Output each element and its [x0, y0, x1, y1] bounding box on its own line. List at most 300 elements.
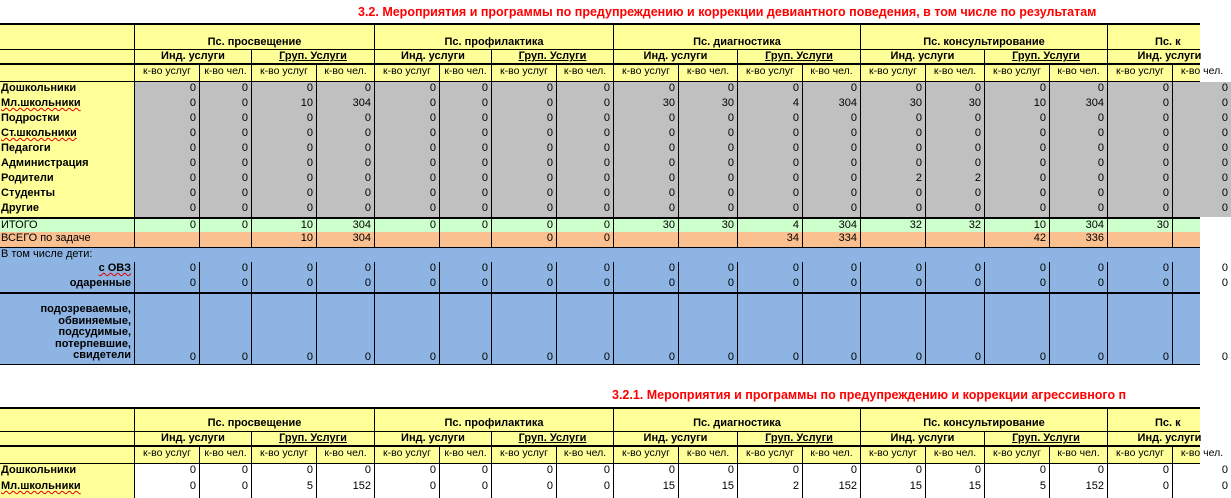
cell-value[interactable]: 5 — [984, 480, 1049, 496]
column-header[interactable]: к-во услуг — [1107, 447, 1172, 463]
cell-value[interactable]: 0 — [1107, 464, 1172, 480]
cell-value[interactable]: 0 — [613, 142, 678, 157]
cell-value[interactable]: 34 — [737, 232, 802, 247]
cell-value[interactable]: 0 — [556, 97, 613, 112]
cell-value[interactable]: 0 — [925, 157, 984, 172]
cell-value[interactable]: 0 — [678, 157, 737, 172]
cell-value[interactable]: 0 — [491, 262, 556, 277]
cell-value[interactable]: 0 — [491, 82, 556, 97]
cell-value[interactable]: 0 — [316, 142, 374, 157]
cell-value[interactable]: 0 — [925, 277, 984, 292]
cell-value[interactable]: 0 — [199, 219, 251, 232]
subgroup-header[interactable] — [134, 50, 251, 63]
cell-value[interactable]: 0 — [678, 142, 737, 157]
cell-value[interactable]: 0 — [1049, 202, 1107, 217]
column-header[interactable]: к-во услуг — [491, 65, 556, 81]
row-label[interactable] — [0, 262, 134, 277]
cell-value[interactable]: 0 — [134, 219, 199, 232]
row-label[interactable] — [0, 219, 134, 232]
cell-value[interactable]: 0 — [1172, 187, 1231, 202]
cell-value[interactable]: 0 — [1107, 187, 1172, 202]
cell-value[interactable]: 0 — [613, 82, 678, 97]
cell-value[interactable]: 0 — [556, 82, 613, 97]
cell-value[interactable]: 0 — [613, 112, 678, 127]
cell-value[interactable]: 0 — [860, 82, 925, 97]
row-label[interactable] — [0, 172, 134, 187]
cell-value[interactable]: 0 — [678, 294, 737, 364]
cell-value[interactable]: 0 — [802, 187, 860, 202]
cell-value[interactable]: 0 — [199, 294, 251, 364]
cell-value[interactable]: 0 — [984, 142, 1049, 157]
group-header[interactable]: Пс. профилактика — [374, 25, 613, 51]
cell-value[interactable]: 0 — [984, 157, 1049, 172]
column-header[interactable]: к-во услуг — [134, 65, 199, 81]
cell-value[interactable]: 0 — [199, 277, 251, 292]
subgroup-header[interactable] — [613, 432, 737, 445]
cell-value[interactable]: 0 — [134, 82, 199, 97]
subgroup-header[interactable] — [374, 50, 491, 63]
cell-value[interactable]: 0 — [316, 277, 374, 292]
cell-value[interactable] — [1172, 232, 1231, 247]
cell-value[interactable] — [199, 232, 251, 247]
cell-value[interactable]: 304 — [802, 219, 860, 232]
subgroup-header[interactable] — [860, 432, 984, 445]
cell-value[interactable]: 0 — [374, 202, 439, 217]
cell-value[interactable]: 0 — [613, 157, 678, 172]
cell-value[interactable]: 304 — [316, 232, 374, 247]
column-header[interactable]: к-во чел. — [439, 65, 491, 81]
cell-value[interactable]: 0 — [984, 277, 1049, 292]
cell-value[interactable]: 0 — [613, 172, 678, 187]
cell-value[interactable]: 15 — [678, 480, 737, 496]
cell-value[interactable]: 0 — [134, 277, 199, 292]
cell-value[interactable]: 0 — [802, 157, 860, 172]
column-header[interactable]: к-во чел. — [1049, 65, 1107, 81]
column-header[interactable]: к-во чел. — [1172, 65, 1231, 81]
cell-value[interactable]: 0 — [374, 97, 439, 112]
cell-value[interactable]: 42 — [984, 232, 1049, 247]
cell-value[interactable]: 304 — [316, 219, 374, 232]
cell-value[interactable] — [678, 232, 737, 247]
cell-value[interactable]: 0 — [802, 127, 860, 142]
cell-value[interactable]: 2 — [925, 172, 984, 187]
cell-value[interactable]: 32 — [925, 219, 984, 232]
cell-value[interactable]: 0 — [1172, 464, 1231, 480]
cell-value[interactable]: 0 — [1049, 82, 1107, 97]
cell-value[interactable]: 0 — [374, 262, 439, 277]
column-header[interactable]: к-во услуг — [860, 65, 925, 81]
group-header[interactable]: Пс. консультирование — [860, 25, 1107, 51]
cell-value[interactable]: 0 — [737, 464, 802, 480]
cell-value[interactable]: 0 — [199, 480, 251, 496]
cell-value[interactable]: 0 — [316, 172, 374, 187]
cell-value[interactable]: 10 — [984, 219, 1049, 232]
cell-value[interactable]: 0 — [199, 172, 251, 187]
cell-value[interactable]: 0 — [1172, 97, 1231, 112]
cell-value[interactable]: 0 — [802, 142, 860, 157]
cell-value[interactable]: 0 — [1172, 112, 1231, 127]
cell-value[interactable]: 0 — [860, 464, 925, 480]
cell-value[interactable]: 0 — [678, 82, 737, 97]
cell-value[interactable] — [374, 232, 439, 247]
cell-value[interactable]: 0 — [439, 187, 491, 202]
subgroup-header[interactable] — [984, 50, 1107, 63]
cell-value[interactable]: 0 — [678, 464, 737, 480]
cell-value[interactable]: 0 — [251, 142, 316, 157]
cell-value[interactable]: 0 — [737, 127, 802, 142]
cell-value[interactable]: 0 — [1172, 142, 1231, 157]
cell-value[interactable]: 0 — [1049, 294, 1107, 364]
column-header[interactable]: к-во услуг — [374, 447, 439, 463]
cell-value[interactable]: 0 — [613, 202, 678, 217]
subgroup-header[interactable] — [737, 50, 860, 63]
cell-value[interactable]: 0 — [374, 480, 439, 496]
cell-value[interactable]: 0 — [556, 294, 613, 364]
cell-value[interactable]: 0 — [925, 202, 984, 217]
cell-value[interactable]: 10 — [251, 97, 316, 112]
cell-value[interactable]: 0 — [251, 187, 316, 202]
cell-value[interactable]: 0 — [134, 202, 199, 217]
cell-value[interactable]: 0 — [925, 262, 984, 277]
cell-value[interactable]: 0 — [439, 480, 491, 496]
cell-value[interactable]: 0 — [678, 112, 737, 127]
cell-value[interactable]: 0 — [491, 294, 556, 364]
row-label[interactable] — [0, 82, 134, 97]
cell-value[interactable]: 0 — [439, 127, 491, 142]
column-header[interactable]: к-во чел. — [802, 65, 860, 81]
cell-value[interactable]: 0 — [613, 294, 678, 364]
cell-value[interactable]: 0 — [984, 187, 1049, 202]
cell-value[interactable]: 0 — [802, 82, 860, 97]
cell-value[interactable]: 2 — [737, 480, 802, 496]
column-header[interactable]: к-во чел. — [925, 447, 984, 463]
column-header[interactable]: к-во услуг — [737, 65, 802, 81]
cell-value[interactable]: 0 — [1049, 127, 1107, 142]
cell-value[interactable]: 0 — [860, 187, 925, 202]
subgroup-header[interactable] — [1107, 50, 1231, 63]
cell-value[interactable]: 0 — [860, 112, 925, 127]
cell-value[interactable]: 0 — [134, 172, 199, 187]
subgroup-header[interactable] — [251, 432, 374, 445]
cell-value[interactable]: 0 — [860, 262, 925, 277]
cell-value[interactable]: 0 — [439, 142, 491, 157]
cell-value[interactable]: 0 — [491, 202, 556, 217]
cell-value[interactable] — [860, 232, 925, 247]
cell-value[interactable]: 0 — [251, 112, 316, 127]
cell-value[interactable]: 0 — [134, 187, 199, 202]
cell-value[interactable]: 0 — [439, 82, 491, 97]
cell-value[interactable]: 0 — [439, 262, 491, 277]
cell-value[interactable]: 0 — [1107, 480, 1172, 496]
cell-value[interactable]: 0 — [374, 157, 439, 172]
row-label[interactable] — [0, 202, 134, 217]
subgroup-header[interactable] — [613, 50, 737, 63]
cell-value[interactable]: 0 — [1172, 294, 1231, 364]
cell-value[interactable]: 334 — [802, 232, 860, 247]
row-label[interactable] — [0, 157, 134, 172]
cell-value[interactable]: 0 — [678, 277, 737, 292]
cell-value[interactable]: 0 — [1172, 82, 1231, 97]
column-header[interactable]: к-во чел. — [316, 447, 374, 463]
cell-value[interactable]: 0 — [374, 112, 439, 127]
cell-value[interactable]: 0 — [491, 142, 556, 157]
cell-value[interactable]: 0 — [251, 294, 316, 364]
cell-value[interactable]: 0 — [1172, 277, 1231, 292]
cell-value[interactable]: 0 — [316, 112, 374, 127]
cell-value[interactable]: 0 — [1107, 97, 1172, 112]
cell-value[interactable]: 0 — [251, 277, 316, 292]
column-header[interactable]: к-во услуг — [613, 65, 678, 81]
cell-value[interactable]: 0 — [439, 277, 491, 292]
cell-value[interactable]: 0 — [737, 277, 802, 292]
cell-value[interactable]: 0 — [374, 219, 439, 232]
cell-value[interactable]: 0 — [439, 219, 491, 232]
cell-value[interactable]: 0 — [491, 232, 556, 247]
column-header[interactable]: к-во услуг — [374, 65, 439, 81]
subgroup-header[interactable] — [984, 432, 1107, 445]
cell-value[interactable]: 0 — [984, 262, 1049, 277]
column-header[interactable]: к-во услуг — [251, 65, 316, 81]
cell-value[interactable]: 0 — [374, 142, 439, 157]
column-header[interactable]: к-во чел. — [678, 447, 737, 463]
cell-value[interactable]: 0 — [556, 219, 613, 232]
cell-value[interactable]: 0 — [1107, 127, 1172, 142]
cell-value[interactable] — [1107, 232, 1172, 247]
row-label[interactable] — [0, 232, 134, 247]
cell-value[interactable]: 0 — [134, 112, 199, 127]
cell-value[interactable]: 0 — [860, 277, 925, 292]
cell-value[interactable]: 0 — [678, 262, 737, 277]
group-header[interactable]: Пс. консультирование — [860, 409, 1107, 431]
cell-value[interactable]: 0 — [491, 480, 556, 496]
cell-value[interactable]: 0 — [860, 127, 925, 142]
subgroup-header[interactable] — [491, 432, 613, 445]
row-label[interactable] — [0, 142, 134, 157]
cell-value[interactable]: 0 — [737, 142, 802, 157]
cell-value[interactable]: 0 — [316, 202, 374, 217]
cell-value[interactable]: 0 — [613, 187, 678, 202]
cell-value[interactable]: 0 — [316, 127, 374, 142]
row-label[interactable] — [0, 97, 134, 112]
cell-value[interactable]: 0 — [984, 82, 1049, 97]
cell-value[interactable]: 30 — [613, 97, 678, 112]
cell-value[interactable]: 0 — [737, 294, 802, 364]
cell-value[interactable]: 0 — [374, 294, 439, 364]
cell-value[interactable]: 0 — [316, 187, 374, 202]
cell-value[interactable]: 0 — [802, 172, 860, 187]
cell-value[interactable]: 0 — [860, 157, 925, 172]
cell-value[interactable]: 0 — [925, 464, 984, 480]
cell-value[interactable]: 0 — [134, 97, 199, 112]
subgroup-header[interactable] — [737, 432, 860, 445]
cell-value[interactable]: 0 — [251, 157, 316, 172]
cell-value[interactable]: 0 — [737, 82, 802, 97]
cell-value[interactable]: 0 — [613, 127, 678, 142]
column-header[interactable]: к-во чел. — [199, 447, 251, 463]
cell-value[interactable]: 0 — [556, 480, 613, 496]
cell-value[interactable] — [925, 232, 984, 247]
cell-value[interactable]: 0 — [134, 262, 199, 277]
cell-value[interactable]: 0 — [1049, 112, 1107, 127]
cell-value[interactable]: 0 — [613, 262, 678, 277]
cell-value[interactable]: 0 — [1107, 142, 1172, 157]
cell-value[interactable]: 0 — [860, 202, 925, 217]
column-header[interactable]: к-во услуг — [251, 447, 316, 463]
cell-value[interactable]: 0 — [134, 142, 199, 157]
cell-value[interactable]: 0 — [134, 464, 199, 480]
column-header[interactable]: к-во чел. — [1049, 447, 1107, 463]
column-header[interactable]: к-во услуг — [737, 447, 802, 463]
row-label[interactable] — [0, 277, 134, 292]
cell-value[interactable]: 0 — [199, 142, 251, 157]
row-label[interactable] — [0, 480, 134, 496]
cell-value[interactable]: 0 — [860, 142, 925, 157]
cell-value[interactable]: 0 — [374, 172, 439, 187]
cell-value[interactable]: 0 — [1049, 464, 1107, 480]
subgroup-header[interactable] — [1107, 432, 1231, 445]
cell-value[interactable]: 0 — [251, 464, 316, 480]
cell-value[interactable] — [613, 232, 678, 247]
cell-value[interactable]: 0 — [374, 127, 439, 142]
cell-value[interactable]: 0 — [678, 187, 737, 202]
cell-value[interactable]: 336 — [1049, 232, 1107, 247]
cell-value[interactable]: 15 — [860, 480, 925, 496]
cell-value[interactable]: 10 — [251, 219, 316, 232]
cell-value[interactable]: 15 — [925, 480, 984, 496]
cell-value[interactable]: 0 — [925, 112, 984, 127]
cell-value[interactable]: 0 — [199, 157, 251, 172]
cell-value[interactable]: 32 — [860, 219, 925, 232]
cell-value[interactable]: 0 — [491, 277, 556, 292]
cell-value[interactable]: 0 — [737, 157, 802, 172]
cell-value[interactable]: 0 — [251, 82, 316, 97]
column-header[interactable]: к-во чел. — [678, 65, 737, 81]
cell-value[interactable]: 0 — [316, 294, 374, 364]
cell-value[interactable]: 0 — [491, 464, 556, 480]
cell-value[interactable]: 30 — [860, 97, 925, 112]
cell-value[interactable]: 0 — [925, 187, 984, 202]
cell-value[interactable]: 0 — [925, 82, 984, 97]
row-label[interactable] — [0, 294, 134, 364]
group-header[interactable]: Пс. просвещение — [134, 25, 374, 51]
cell-value[interactable]: 0 — [556, 142, 613, 157]
cell-value[interactable]: 0 — [439, 172, 491, 187]
cell-value[interactable]: 0 — [737, 172, 802, 187]
cell-value[interactable]: 0 — [1049, 277, 1107, 292]
cell-value[interactable]: 0 — [199, 202, 251, 217]
cell-value[interactable]: 0 — [1172, 127, 1231, 142]
cell-value[interactable]: 10 — [984, 97, 1049, 112]
cell-value[interactable]: 0 — [439, 202, 491, 217]
subgroup-header[interactable] — [860, 50, 984, 63]
cell-value[interactable]: 0 — [251, 172, 316, 187]
cell-value[interactable]: 304 — [802, 97, 860, 112]
column-header[interactable]: к-во услуг — [613, 447, 678, 463]
cell-value[interactable]: 0 — [316, 82, 374, 97]
cell-value[interactable]: 10 — [251, 232, 316, 247]
cell-value[interactable]: 2 — [860, 172, 925, 187]
row-label[interactable] — [0, 127, 134, 142]
cell-value[interactable]: 30 — [678, 219, 737, 232]
cell-value[interactable]: 304 — [1049, 97, 1107, 112]
cell-value[interactable]: 0 — [491, 219, 556, 232]
cell-value[interactable]: 0 — [556, 262, 613, 277]
cell-value[interactable]: 0 — [251, 262, 316, 277]
cell-value[interactable]: 0 — [556, 187, 613, 202]
cell-value[interactable]: 0 — [316, 262, 374, 277]
cell-value[interactable]: 0 — [439, 294, 491, 364]
cell-value[interactable]: 0 — [1107, 112, 1172, 127]
cell-value[interactable]: 0 — [802, 464, 860, 480]
cell-value[interactable]: 30 — [925, 97, 984, 112]
group-header[interactable]: Пс. диагностика — [613, 25, 860, 51]
cell-value[interactable]: 0 — [984, 112, 1049, 127]
cell-value[interactable]: 0 — [374, 187, 439, 202]
cell-value[interactable]: 152 — [316, 480, 374, 496]
cell-value[interactable]: 152 — [802, 480, 860, 496]
cell-value[interactable]: 0 — [678, 172, 737, 187]
cell-value[interactable]: 0 — [199, 97, 251, 112]
cell-value[interactable]: 0 — [737, 202, 802, 217]
cell-value[interactable]: 0 — [1049, 142, 1107, 157]
column-header[interactable]: к-во услуг — [1107, 65, 1172, 81]
column-header[interactable]: к-во услуг — [491, 447, 556, 463]
cell-value[interactable]: 5 — [251, 480, 316, 496]
column-header[interactable]: к-во чел. — [556, 65, 613, 81]
cell-value[interactable] — [1172, 219, 1231, 232]
cell-value[interactable]: 0 — [199, 112, 251, 127]
cell-value[interactable]: 0 — [134, 127, 199, 142]
cell-value[interactable]: 0 — [1172, 157, 1231, 172]
cell-value[interactable]: 0 — [199, 187, 251, 202]
group-header[interactable]: Пс. просвещение — [134, 409, 374, 431]
cell-value[interactable]: 0 — [199, 262, 251, 277]
cell-value[interactable]: 0 — [984, 172, 1049, 187]
cell-value[interactable]: 0 — [1049, 172, 1107, 187]
cell-value[interactable]: 0 — [556, 232, 613, 247]
cell-value[interactable]: 30 — [1107, 219, 1172, 232]
cell-value[interactable]: 0 — [556, 112, 613, 127]
cell-value[interactable]: 0 — [251, 127, 316, 142]
column-header[interactable]: к-во чел. — [925, 65, 984, 81]
cell-value[interactable]: 304 — [316, 97, 374, 112]
cell-value[interactable]: 0 — [925, 127, 984, 142]
cell-value[interactable]: 30 — [678, 97, 737, 112]
row-label[interactable] — [0, 187, 134, 202]
cell-value[interactable]: 0 — [1107, 294, 1172, 364]
cell-value[interactable]: 0 — [860, 294, 925, 364]
column-header[interactable]: к-во чел. — [802, 447, 860, 463]
cell-value[interactable]: 0 — [374, 464, 439, 480]
cell-value[interactable]: 0 — [802, 202, 860, 217]
cell-value[interactable]: 0 — [737, 262, 802, 277]
column-header[interactable]: к-во чел. — [316, 65, 374, 81]
group-header[interactable]: Пс. диагностика — [613, 409, 860, 431]
cell-value[interactable]: 0 — [984, 464, 1049, 480]
group-header[interactable]: Пс. к — [1107, 25, 1200, 51]
subgroup-header[interactable] — [134, 432, 251, 445]
cell-value[interactable]: 0 — [925, 294, 984, 364]
column-header[interactable]: к-во услуг — [984, 447, 1049, 463]
cell-value[interactable]: 0 — [134, 480, 199, 496]
cell-value[interactable]: 0 — [1107, 277, 1172, 292]
column-header[interactable]: к-во чел. — [1172, 447, 1231, 463]
cell-value[interactable]: 0 — [556, 464, 613, 480]
subgroup-header[interactable] — [491, 50, 613, 63]
column-header[interactable]: к-во услуг — [984, 65, 1049, 81]
cell-value[interactable]: 0 — [556, 277, 613, 292]
cell-value[interactable]: 0 — [134, 294, 199, 364]
